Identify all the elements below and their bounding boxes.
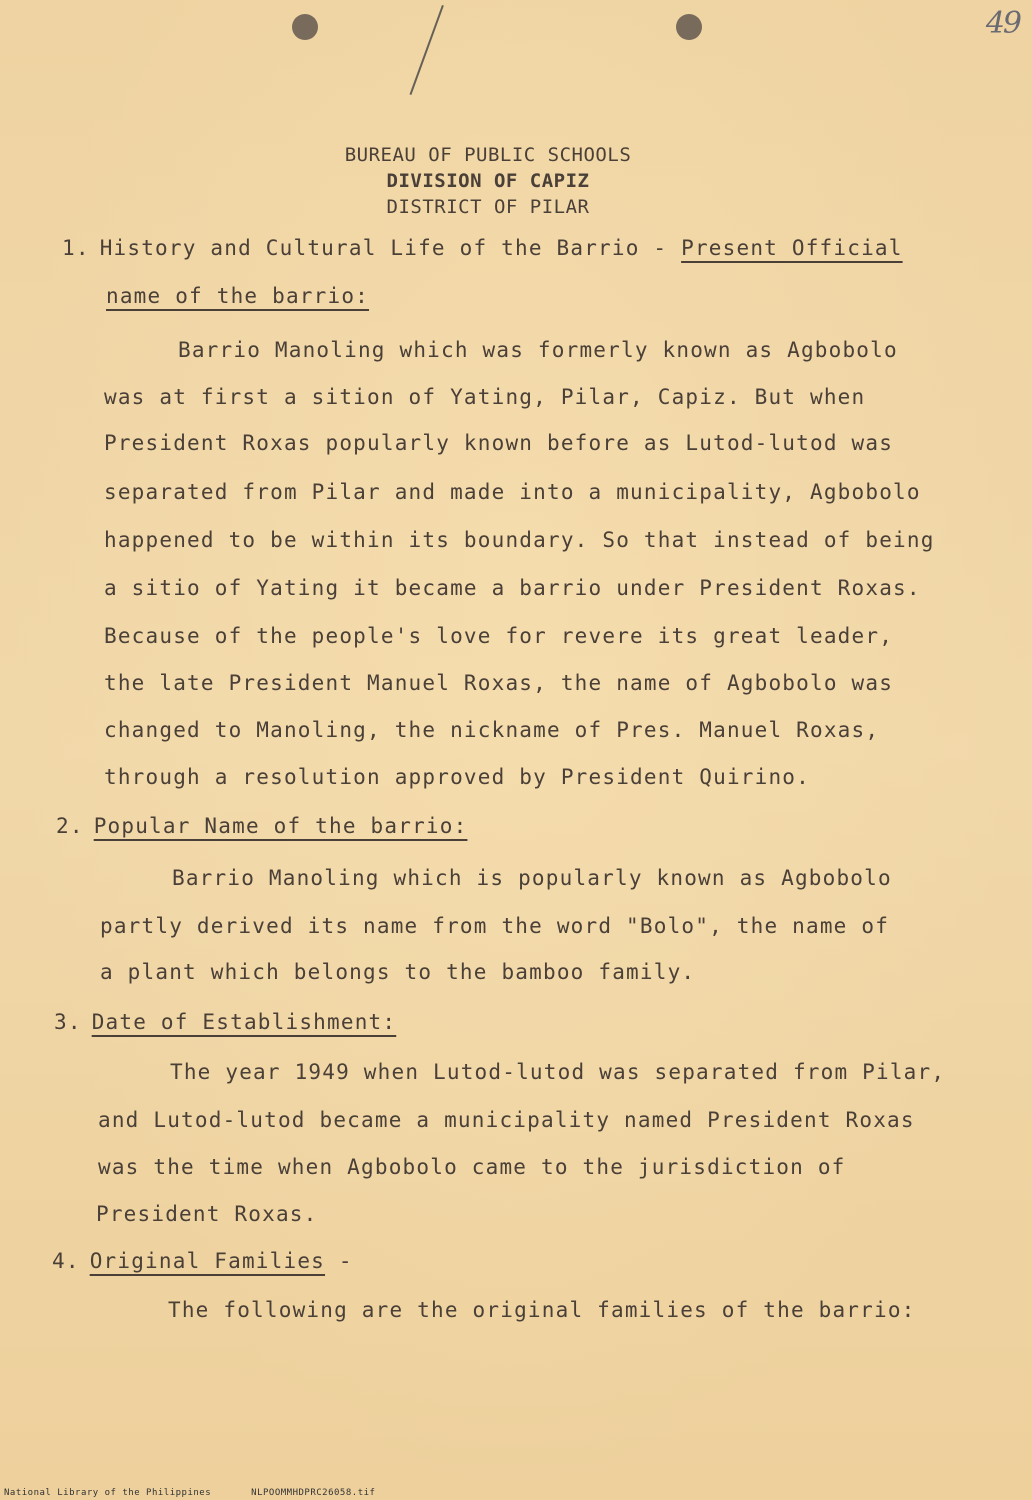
paragraph-line: President Roxas popularly known before as Lutod-lutod was <box>104 431 894 455</box>
section-1-heading-cont: name of the barrio: <box>106 284 370 308</box>
scan-footer <box>4 1488 415 1498</box>
section-number: 1. <box>62 236 90 260</box>
section-2-heading <box>56 814 467 838</box>
header-division: DIVISION OF CAPIZ <box>386 170 590 192</box>
footer-filename: NLPOOMMHDPRC26058.tif <box>251 1488 376 1498</box>
section-title-underlined: Present Official <box>681 236 903 260</box>
section-title-suffix: - <box>325 1249 353 1273</box>
paragraph-line: President Roxas. <box>96 1202 318 1226</box>
paragraph-line: the late President Manuel Roxas, the name of Agbobolo was <box>104 671 894 695</box>
paragraph-line: separated from Pilar and made into a municipality, Agbobolo <box>104 480 921 504</box>
paragraph-line: Barrio Manoling which is popularly known as Agbobolo <box>172 866 892 890</box>
section-3-heading <box>54 1010 396 1034</box>
section-title-underlined: Date of Establishment: <box>91 1010 397 1034</box>
section-title-underlined: Original Families <box>89 1249 326 1273</box>
paragraph-line: changed to Manoling, the nickname of Pres. Manuel Roxas, <box>104 718 880 742</box>
section-number: 3. <box>54 1010 82 1034</box>
section-title: History and Cultural Life of the Barrio - <box>99 236 682 260</box>
paragraph-line: through a resolution approved by President Quirino. <box>104 765 810 789</box>
paragraph-line: The year 1949 when Lutod-lutod was separated from Pilar, <box>170 1060 946 1084</box>
paragraph-line: Because of the people's love for revere its great leader, <box>104 624 894 648</box>
punch-hole <box>292 14 318 40</box>
section-title-underlined: Popular Name of the barrio: <box>93 814 468 838</box>
paragraph-line: partly derived its name from the word "Bolo", the name of <box>100 914 890 938</box>
pencil-stroke <box>410 5 444 95</box>
paragraph-line: was at first a sition of Yating, Pilar, Capiz. But when <box>104 385 866 409</box>
paragraph-line: The following are the original families of the barrio: <box>168 1298 916 1322</box>
section-number: 4. <box>52 1249 80 1273</box>
section-1-heading <box>62 236 903 260</box>
footer-library: National Library of the Philippines <box>4 1488 212 1498</box>
section-number: 2. <box>56 814 84 838</box>
section-4-heading <box>52 1249 353 1273</box>
paragraph-line: was the time when Agbobolo came to the jurisdiction of <box>98 1155 846 1179</box>
paragraph-line: Barrio Manoling which was formerly known as Agbobolo <box>178 338 898 362</box>
paragraph-line: and Lutod-lutod became a municipality named President Roxas <box>98 1108 915 1132</box>
paragraph-line: a sitio of Yating it became a barrio under President Roxas. <box>104 576 921 600</box>
page-number: 49 <box>985 6 1020 41</box>
punch-hole <box>676 14 702 40</box>
header-district: DISTRICT OF PILAR <box>386 196 590 218</box>
paragraph-line: a plant which belongs to the bamboo family. <box>100 960 696 984</box>
header-bureau: BUREAU OF PUBLIC SCHOOLS <box>344 144 632 166</box>
document-header <box>0 142 976 220</box>
paragraph-line: happened to be within its boundary. So that instead of being <box>104 528 935 552</box>
